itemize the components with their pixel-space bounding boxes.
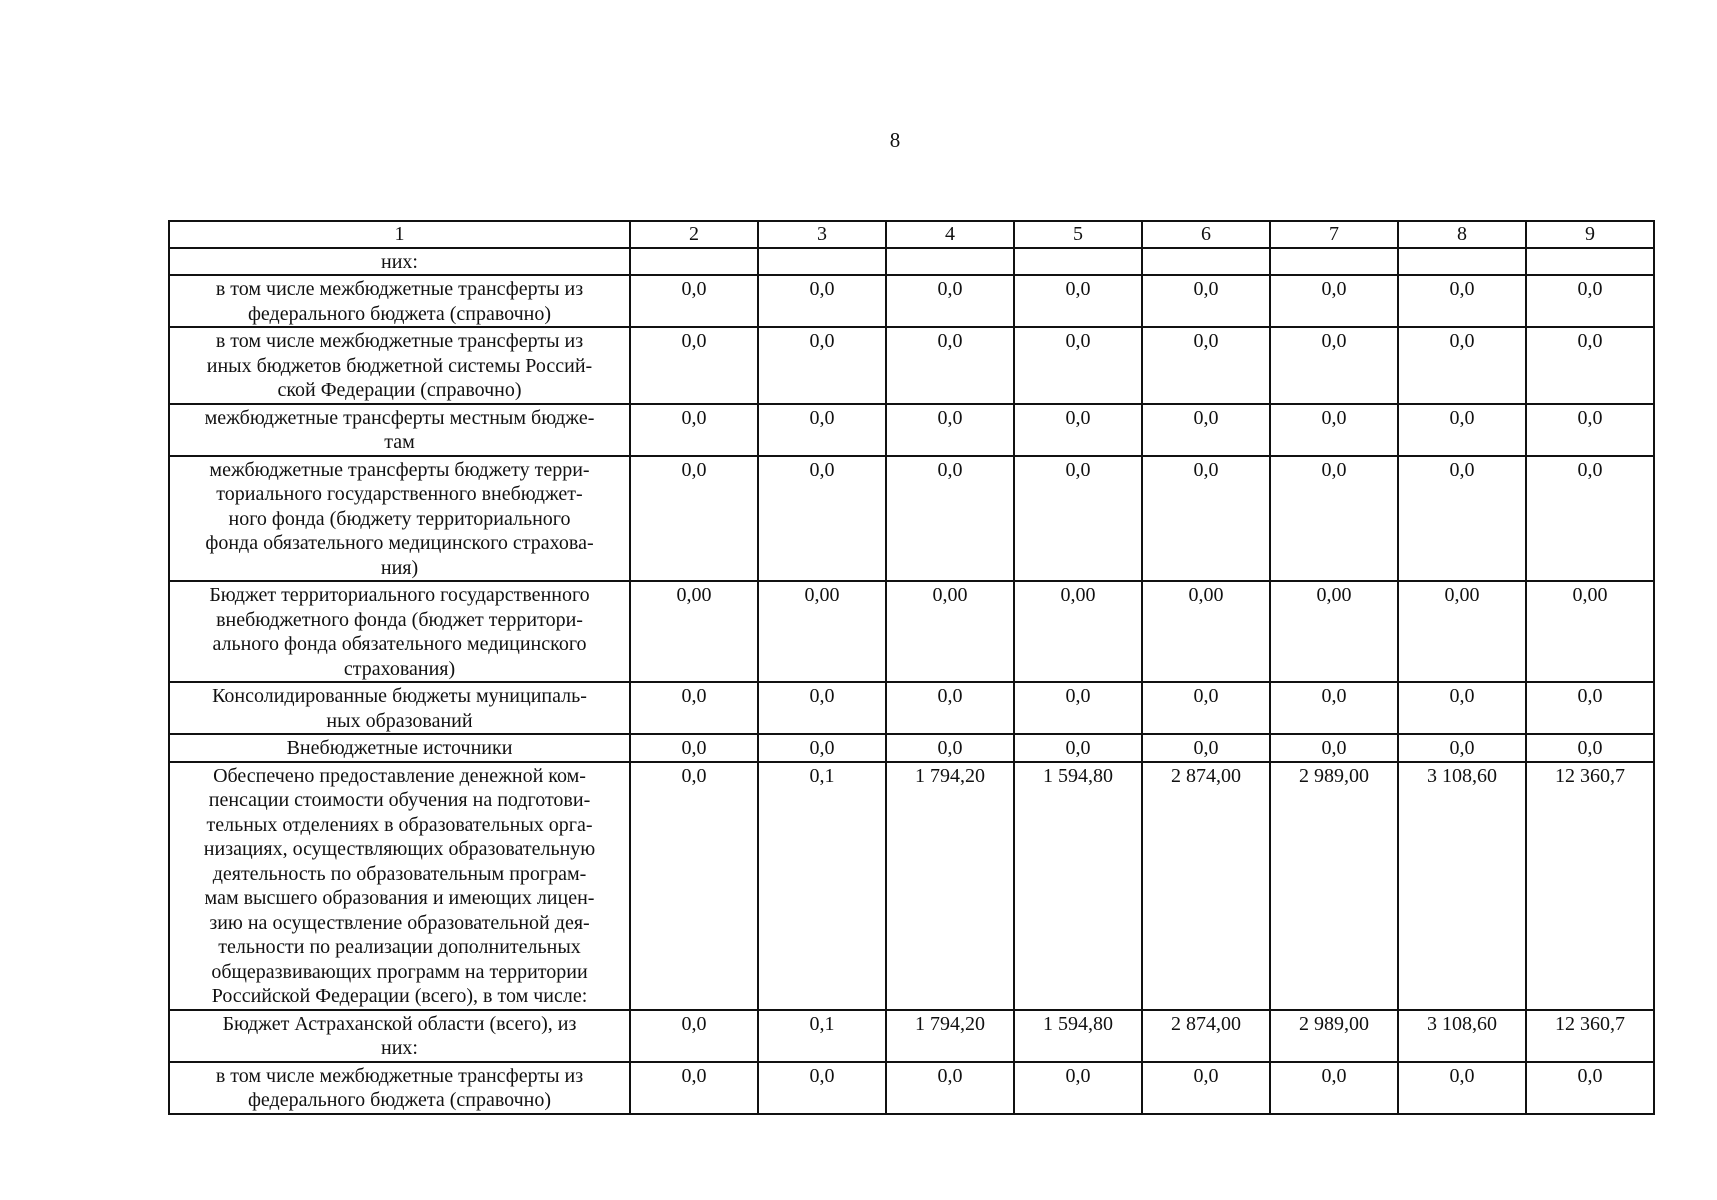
value-cell: 2 874,00 xyxy=(1142,762,1270,1010)
value-cell: 0,0 xyxy=(886,682,1014,734)
table-row xyxy=(169,275,1654,327)
column-number-header: 5 xyxy=(1014,221,1142,248)
value-cell: 0,0 xyxy=(1270,682,1398,734)
value-cell: 0,0 xyxy=(1014,1062,1142,1114)
value-cell: 0,0 xyxy=(630,734,758,762)
value-cell: 0,0 xyxy=(630,1010,758,1062)
value-cell xyxy=(1398,248,1526,276)
value-cell: 0,0 xyxy=(1398,734,1526,762)
value-cell: 0,0 xyxy=(630,762,758,1010)
table-row xyxy=(169,581,1654,682)
row-label: Бюджет территориального государственного внебюджетного фонда (бюджет территори- ального фонда обязательного медицинского страхования) xyxy=(169,581,630,682)
value-cell: 2 874,00 xyxy=(1142,1010,1270,1062)
table-row xyxy=(169,248,1654,276)
column-number-header: 4 xyxy=(886,221,1014,248)
row-label: в том числе межбюджетные трансферты из федерального бюджета (справочно) xyxy=(169,1062,630,1114)
value-cell xyxy=(630,248,758,276)
value-cell: 0,0 xyxy=(1142,327,1270,404)
value-cell: 0,0 xyxy=(758,682,886,734)
value-cell: 0,1 xyxy=(758,1010,886,1062)
row-label: межбюджетные трансферты бюджету терри- ториального государственного внебюджет- ного фонда (бюджету территориального фонда обязательного медицинского страхова- ния) xyxy=(169,456,630,582)
value-cell: 0,0 xyxy=(1526,456,1654,582)
value-cell: 0,0 xyxy=(1398,1062,1526,1114)
value-cell: 0,00 xyxy=(886,581,1014,682)
table-body xyxy=(169,221,1654,1114)
value-cell: 0,0 xyxy=(630,404,758,456)
value-cell: 0,0 xyxy=(758,327,886,404)
value-cell: 0,0 xyxy=(1014,682,1142,734)
table-row xyxy=(169,762,1654,1010)
value-cell: 0,00 xyxy=(630,581,758,682)
table-row xyxy=(169,1062,1654,1114)
value-cell: 0,0 xyxy=(1142,1062,1270,1114)
value-cell: 3 108,60 xyxy=(1398,762,1526,1010)
value-cell: 0,00 xyxy=(1398,581,1526,682)
table-row xyxy=(169,327,1654,404)
value-cell: 1 794,20 xyxy=(886,1010,1014,1062)
value-cell: 1 594,80 xyxy=(1014,1010,1142,1062)
column-number-header: 3 xyxy=(758,221,886,248)
value-cell: 0,00 xyxy=(1142,581,1270,682)
row-label: Бюджет Астраханской области (всего), из них: xyxy=(169,1010,630,1062)
value-cell: 2 989,00 xyxy=(1270,762,1398,1010)
table-row xyxy=(169,734,1654,762)
column-number-header: 9 xyxy=(1526,221,1654,248)
value-cell: 1 794,20 xyxy=(886,762,1014,1010)
value-cell: 0,0 xyxy=(886,456,1014,582)
value-cell xyxy=(1142,248,1270,276)
value-cell: 12 360,7 xyxy=(1526,1010,1654,1062)
value-cell: 0,00 xyxy=(1270,581,1398,682)
value-cell: 0,0 xyxy=(1142,682,1270,734)
value-cell: 0,0 xyxy=(1142,275,1270,327)
column-number-header: 6 xyxy=(1142,221,1270,248)
budget-table xyxy=(168,220,1655,1115)
value-cell: 0,0 xyxy=(1526,404,1654,456)
value-cell: 0,0 xyxy=(1526,1062,1654,1114)
table-row xyxy=(169,456,1654,582)
value-cell: 0,0 xyxy=(630,327,758,404)
value-cell: 0,00 xyxy=(1526,581,1654,682)
value-cell: 0,0 xyxy=(758,404,886,456)
value-cell: 0,0 xyxy=(886,275,1014,327)
value-cell: 0,0 xyxy=(1398,327,1526,404)
table-header-row xyxy=(169,221,1654,248)
value-cell: 0,0 xyxy=(1526,275,1654,327)
value-cell: 0,0 xyxy=(1014,275,1142,327)
value-cell xyxy=(1270,248,1398,276)
value-cell: 0,00 xyxy=(1014,581,1142,682)
row-label: Консолидированные бюджеты муниципаль- ных образований xyxy=(169,682,630,734)
value-cell xyxy=(758,248,886,276)
value-cell: 0,0 xyxy=(1398,456,1526,582)
table-row xyxy=(169,404,1654,456)
row-label: Внебюджетные источники xyxy=(169,734,630,762)
value-cell: 0,0 xyxy=(1270,734,1398,762)
row-label: в том числе межбюджетные трансферты из иных бюджетов бюджетной системы Россий- ской Федерации (справочно) xyxy=(169,327,630,404)
table-row xyxy=(169,682,1654,734)
value-cell: 0,0 xyxy=(1142,456,1270,582)
value-cell: 0,0 xyxy=(1014,404,1142,456)
row-label: Обеспечено предоставление денежной ком- пенсации стоимости обучения на подготови- тельных отделениях в образовательных орга- низациях, осуществляющих образовательную деятельность по образовательным програм- мам высшего образования и имеющих лицен- зию на осуществление образовательной дея- тельности по реализации дополнительных общеразвивающих программ на территории Российской Федерации (всего), в том числе: xyxy=(169,762,630,1010)
value-cell: 0,0 xyxy=(758,275,886,327)
value-cell: 0,0 xyxy=(630,682,758,734)
column-number-header: 1 xyxy=(169,221,630,248)
value-cell: 0,0 xyxy=(886,327,1014,404)
value-cell: 0,0 xyxy=(1526,734,1654,762)
value-cell: 0,0 xyxy=(1526,682,1654,734)
value-cell: 2 989,00 xyxy=(1270,1010,1398,1062)
value-cell: 0,0 xyxy=(758,456,886,582)
value-cell: 3 108,60 xyxy=(1398,1010,1526,1062)
row-label: межбюджетные трансферты местным бюдже- там xyxy=(169,404,630,456)
value-cell: 0,0 xyxy=(630,275,758,327)
row-label: них: xyxy=(169,248,630,276)
value-cell: 0,0 xyxy=(1270,404,1398,456)
value-cell: 0,0 xyxy=(1142,404,1270,456)
column-number-header: 7 xyxy=(1270,221,1398,248)
value-cell: 0,0 xyxy=(886,1062,1014,1114)
row-label: в том числе межбюджетные трансферты из федерального бюджета (справочно) xyxy=(169,275,630,327)
value-cell xyxy=(1526,248,1654,276)
value-cell: 0,0 xyxy=(1142,734,1270,762)
column-number-header: 8 xyxy=(1398,221,1526,248)
value-cell: 0,0 xyxy=(1526,327,1654,404)
value-cell: 0,0 xyxy=(1398,275,1526,327)
value-cell: 0,0 xyxy=(1270,1062,1398,1114)
value-cell: 0,0 xyxy=(630,1062,758,1114)
value-cell: 1 594,80 xyxy=(1014,762,1142,1010)
value-cell: 0,1 xyxy=(758,762,886,1010)
value-cell: 0,00 xyxy=(758,581,886,682)
value-cell: 0,0 xyxy=(630,456,758,582)
value-cell: 0,0 xyxy=(886,734,1014,762)
value-cell xyxy=(886,248,1014,276)
value-cell: 0,0 xyxy=(1398,682,1526,734)
value-cell: 12 360,7 xyxy=(1526,762,1654,1010)
value-cell: 0,0 xyxy=(1014,734,1142,762)
value-cell xyxy=(1014,248,1142,276)
value-cell: 0,0 xyxy=(1270,456,1398,582)
column-number-header: 2 xyxy=(630,221,758,248)
value-cell: 0,0 xyxy=(758,1062,886,1114)
value-cell: 0,0 xyxy=(1014,456,1142,582)
page-number: 8 xyxy=(889,128,901,152)
value-cell: 0,0 xyxy=(886,404,1014,456)
value-cell: 0,0 xyxy=(1270,275,1398,327)
value-cell: 0,0 xyxy=(758,734,886,762)
value-cell: 0,0 xyxy=(1398,404,1526,456)
value-cell: 0,0 xyxy=(1014,327,1142,404)
value-cell: 0,0 xyxy=(1270,327,1398,404)
table-row xyxy=(169,1010,1654,1062)
